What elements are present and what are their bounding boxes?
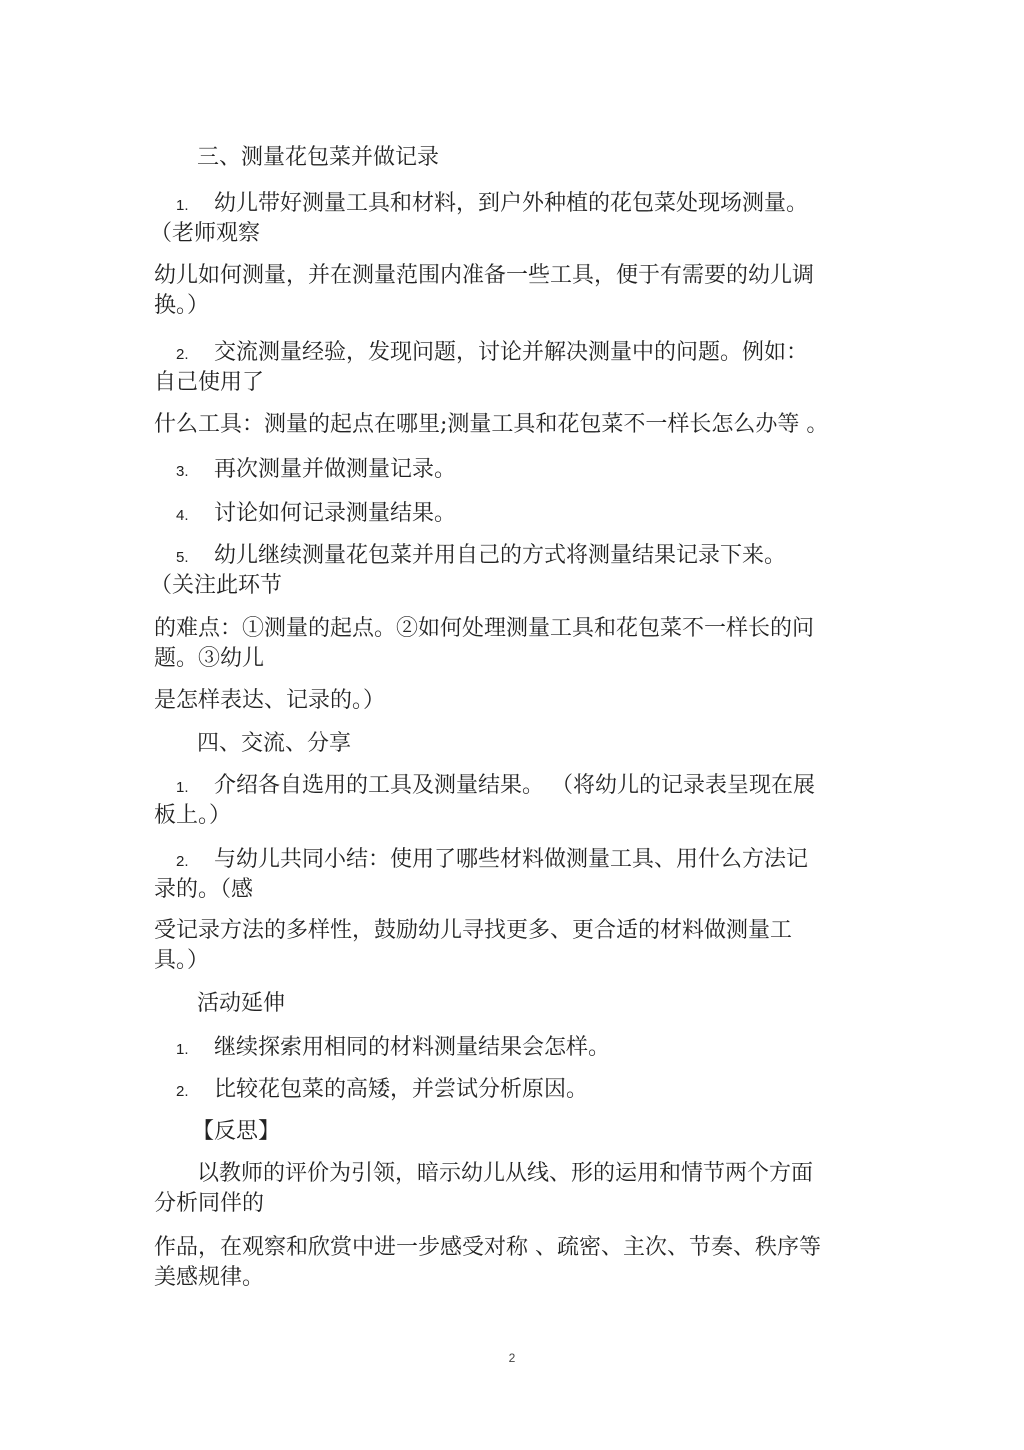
paragraph-line: 比较花包菜的高矮，并尝试分析原因。 — [214, 1077, 589, 1102]
paragraph-line: 与幼儿共同小结：使用了哪些材料做测量工具、用什么方法记 — [214, 847, 809, 872]
list-number: 2. — [176, 853, 189, 870]
paragraph-line: 分析同伴的 — [154, 1191, 265, 1216]
paragraph-line: 具。） — [154, 948, 210, 973]
list-number: 2. — [176, 1083, 189, 1100]
paragraph-line: 受记录方法的多样性，鼓励幼儿寻找更多、更合适的材料做测量工 — [154, 918, 793, 943]
paragraph-line: 自己使用了 — [154, 370, 265, 395]
paragraph-line: 讨论如何记录测量结果。 — [214, 501, 457, 526]
paragraph-line: 幼儿继续测量花包菜并用自己的方式将测量结果记录下来。 — [214, 543, 787, 568]
paragraph-line: 题。③幼儿 — [154, 646, 265, 671]
list-number: 2. — [176, 346, 189, 363]
paragraph-line: 幼儿如何测量，并在测量范围内准备一些工具，便于有需要的幼儿调 — [154, 263, 815, 288]
paragraph-line: 继续探索用相同的材料测量结果会怎样。 — [214, 1035, 611, 1060]
paragraph-line: 再次测量并做测量记录。 — [214, 457, 457, 482]
paragraph-line: 以教师的评价为引领，暗示幼儿从线、形的运用和情节两个方面 — [197, 1161, 814, 1186]
paragraph-line: 板上。） — [154, 803, 232, 828]
paragraph-line: （关注此环节 — [150, 573, 283, 598]
paragraph-line: 录的。（感 — [154, 877, 254, 902]
section-heading: 四、交流、分享 — [197, 731, 352, 756]
section-heading: 三、测量花包菜并做记录 — [197, 145, 440, 170]
list-number: 1. — [176, 197, 189, 214]
paragraph-line: 作品，在观察和欣赏中进一步感受对称 、疏密、主次、节奏、秩序等 — [154, 1235, 821, 1260]
list-number: 1. — [176, 1041, 189, 1058]
paragraph-line: 交流测量经验，发现问题，讨论并解决测量中的问题。例如： — [214, 340, 809, 365]
paragraph-line: （老师观察 — [150, 221, 261, 246]
paragraph-line: 换。） — [154, 293, 210, 318]
paragraph-line: 什么工具：测量的起点在哪里;测量工具和花包菜不一样长怎么办等 。 — [154, 412, 829, 437]
paragraph-line: 介绍各自选用的工具及测量结果。 （将幼儿的记录表呈现在展 — [214, 773, 815, 798]
paragraph-line: 幼儿带好测量工具和材料，到户外种植的花包菜处现场测量。 — [214, 191, 809, 216]
list-number: 4. — [176, 507, 189, 524]
paragraph-line: 的难点：①测量的起点。②如何处理测量工具和花包菜不一样长的问 — [154, 616, 815, 641]
paragraph-line: 是怎样表达、记录的。） — [154, 688, 386, 713]
list-number: 3. — [176, 463, 189, 480]
page-number: 2 — [508, 1351, 516, 1365]
list-number: 5. — [176, 549, 189, 566]
list-number: 1. — [176, 779, 189, 796]
section-heading: 【反思】 — [192, 1119, 281, 1144]
paragraph-line: 美感规律。 — [154, 1265, 265, 1290]
section-heading: 活动延伸 — [197, 991, 286, 1016]
